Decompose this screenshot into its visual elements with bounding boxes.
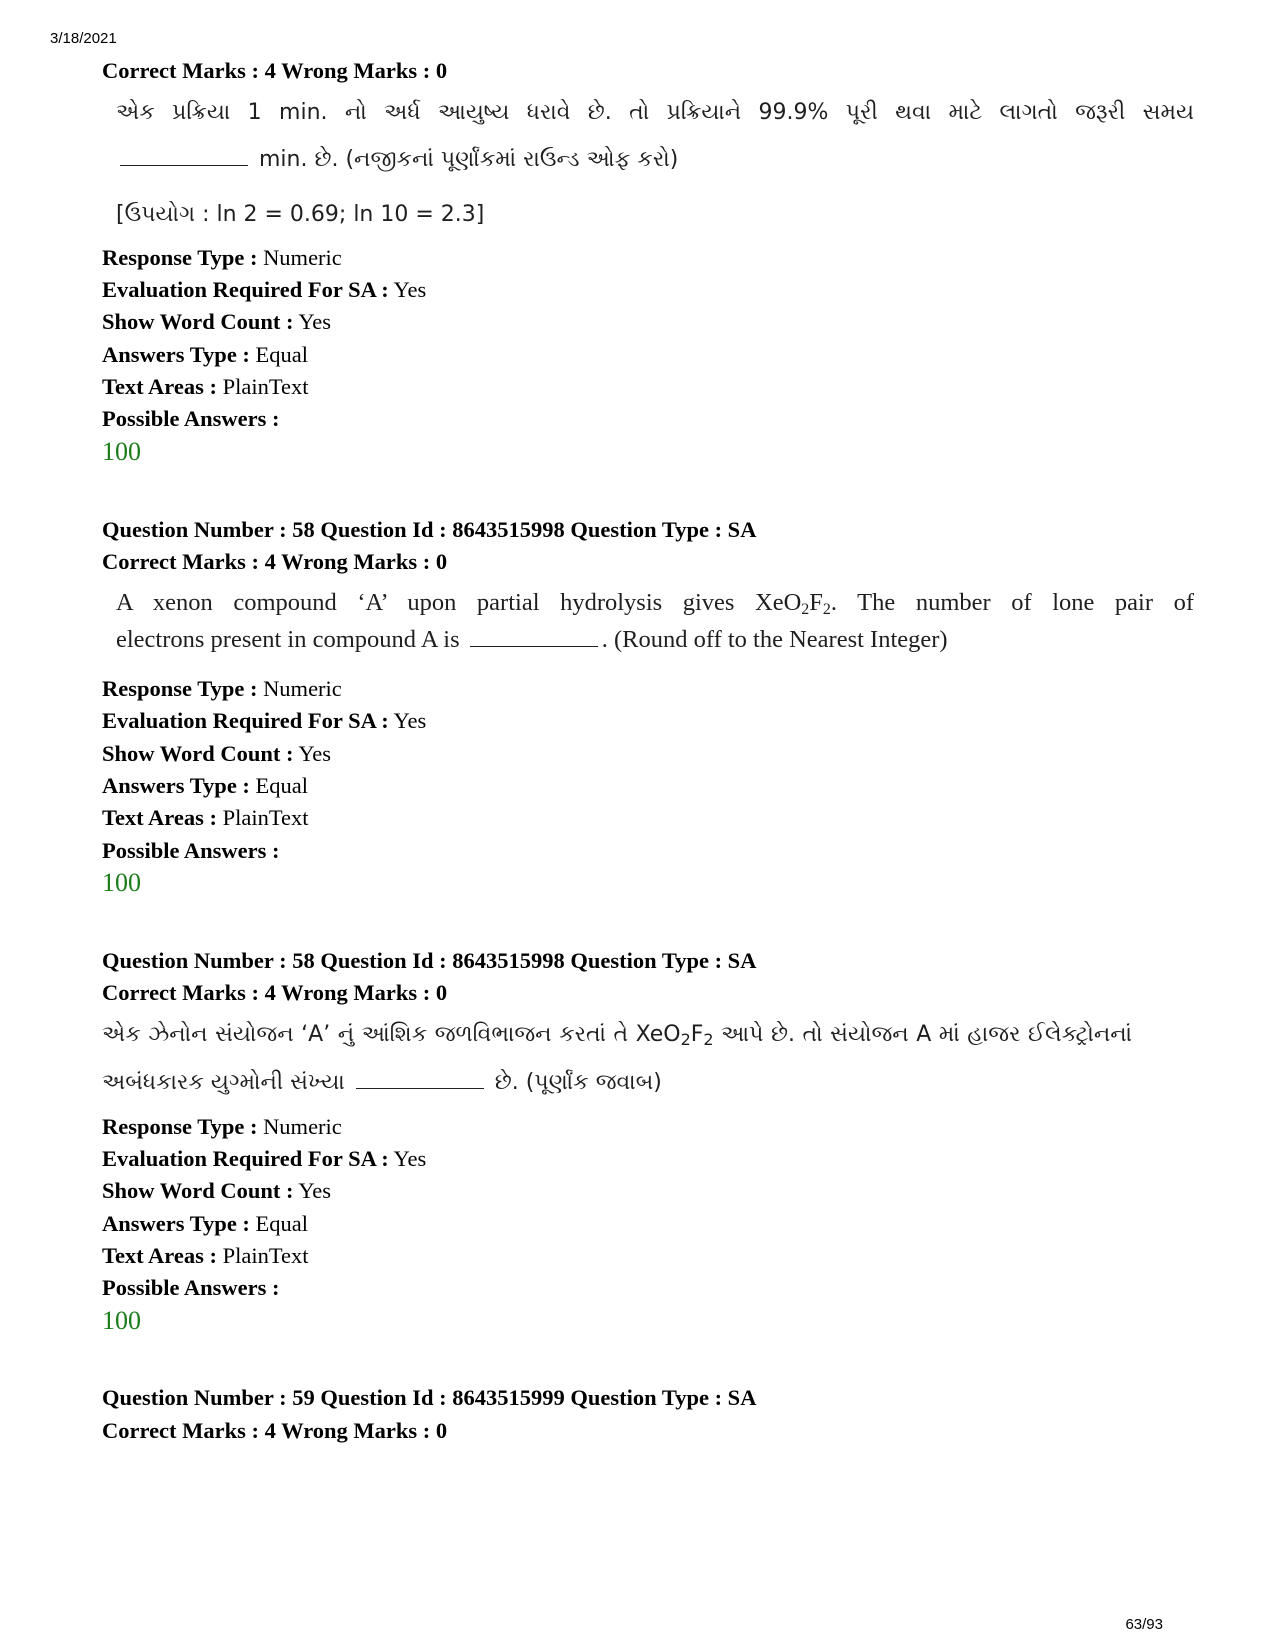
evaluation-line: Evaluation Required For SA : Yes bbox=[102, 277, 427, 302]
possible-answers-label: Possible Answers : bbox=[102, 406, 280, 431]
marks-line: Correct Marks : 4 Wrong Marks : 0 bbox=[102, 549, 448, 574]
marks-line: Correct Marks : 4 Wrong Marks : 0 bbox=[102, 1418, 448, 1443]
text-areas-line: Text Areas : PlainText bbox=[102, 374, 309, 399]
page-number: 63/93 bbox=[1125, 1616, 1163, 1633]
answer-blank bbox=[356, 1088, 484, 1089]
question-header: Question Number : 58 Question Id : 8643515998 Question Type : SA bbox=[102, 948, 757, 973]
question-text-line-1: એક પ્રક્રિયા 1 min. નો અર્ધ આયુષ્ય ધરાવે છે. તો પ્રક્રિયાને 99.9% પૂરી થવા માટે લાગતો જરૂરી સમય bbox=[116, 100, 1194, 125]
answer-blank bbox=[470, 646, 598, 647]
word-count-line: Show Word Count : Yes bbox=[102, 1178, 332, 1203]
evaluation-line: Evaluation Required For SA : Yes bbox=[102, 708, 427, 733]
possible-answer-value: 100 bbox=[102, 1306, 141, 1335]
possible-answer-value: 100 bbox=[102, 868, 141, 897]
answers-type-line: Answers Type : Equal bbox=[102, 773, 309, 798]
answers-type-line: Answers Type : Equal bbox=[102, 1211, 309, 1236]
text-areas-line: Text Areas : PlainText bbox=[102, 1243, 309, 1268]
response-type-line: Response Type : Numeric bbox=[102, 1114, 342, 1139]
marks-line: Correct Marks : 4 Wrong Marks : 0 bbox=[102, 980, 448, 1005]
question-text-line-3: [ઉપયોગ : ln 2 = 0.69; ln 10 = 2.3] bbox=[116, 202, 485, 227]
answer-blank bbox=[120, 165, 248, 166]
possible-answers-label: Possible Answers : bbox=[102, 838, 280, 863]
possible-answers-label: Possible Answers : bbox=[102, 1275, 280, 1300]
text-areas-line: Text Areas : PlainText bbox=[102, 805, 309, 830]
question-text-line-1: A xenon compound ‘A’ upon partial hydrolysis gives $XeO_2F_2$. The number of lone pair of bbox=[116, 589, 1194, 618]
response-type-line: Response Type : Numeric bbox=[102, 676, 342, 701]
print-date: 3/18/2021 bbox=[50, 30, 117, 47]
word-count-line: Show Word Count : Yes bbox=[102, 309, 332, 334]
question-header: Question Number : 59 Question Id : 8643515999 Question Type : SA bbox=[102, 1385, 757, 1410]
answers-type-line: Answers Type : Equal bbox=[102, 342, 309, 367]
question-text-line-2: electrons present in compound A is . (Round off to the Nearest Integer) bbox=[116, 626, 948, 653]
response-type-line: Response Type : Numeric bbox=[102, 245, 342, 270]
question-text-line-2: અબંધકારક યુગ્મોની સંખ્યા છે. (પૂર્ણાંક જવાબ) bbox=[102, 1070, 662, 1095]
possible-answer-value: 100 bbox=[102, 437, 141, 466]
word-count-line: Show Word Count : Yes bbox=[102, 741, 332, 766]
question-text-line-1: એક ઝેનોન સંયોજન ‘A’ નું આંશિક જળવિભાજન કરતાં તે $XeO_2F_2$ આપે છે. તો સંયોજન A માં હાજર ઈલેક્ટ્રોનનાં bbox=[102, 1022, 1132, 1049]
question-text-line-2: min. છે. (નજીકનાં પૂર્ણાંકમાં રાઉન્ડ ઓફ કરો) bbox=[116, 145, 678, 175]
question-header: Question Number : 58 Question Id : 8643515998 Question Type : SA bbox=[102, 517, 757, 542]
evaluation-line: Evaluation Required For SA : Yes bbox=[102, 1146, 427, 1171]
marks-line: Correct Marks : 4 Wrong Marks : 0 bbox=[102, 58, 448, 83]
